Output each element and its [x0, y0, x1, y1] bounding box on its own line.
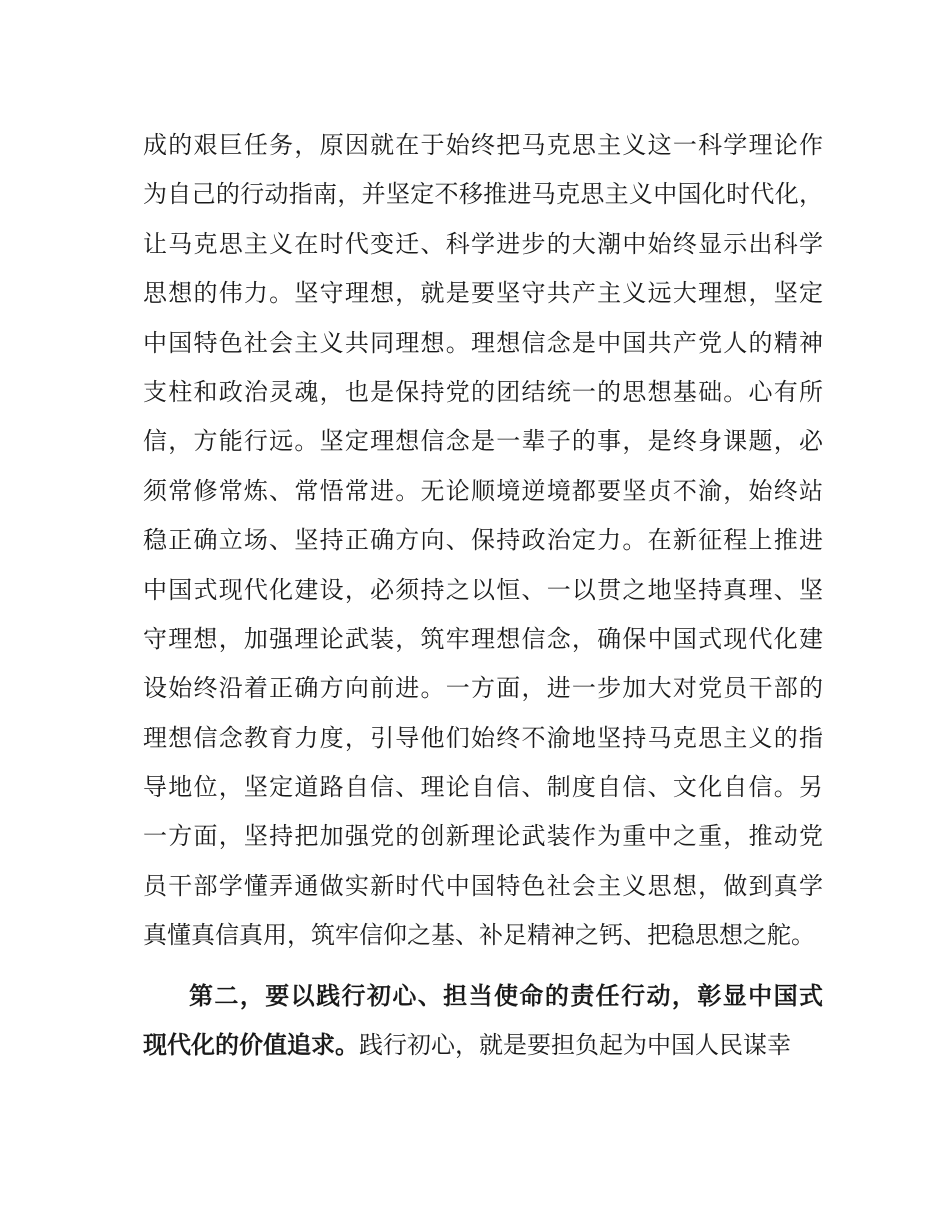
text-line: 守理想，加强理论武装，筑牢理想信念，确保中国式现代化建	[143, 624, 823, 653]
text-line: 须常修常炼、常悟常进。无论顺境逆境都要坚贞不渝，始终站	[143, 476, 823, 505]
paragraph-1	[143, 121, 823, 961]
text-line: 让马克思主义在时代变迁、科学进步的大潮中始终显示出科学	[143, 229, 823, 258]
text-line: 中国式现代化建设，必须持之以恒、一以贯之地坚持真理、坚	[143, 575, 823, 604]
text-line: 导地位，坚定道路自信、理论自信、制度自信、文化自信。另	[143, 773, 823, 802]
text-line: 设始终沿着正确方向前进。一方面，进一步加大对党员干部的	[143, 674, 823, 703]
text-line: 思想的伟力。坚守理想，就是要坚守共产主义远大理想，坚定	[143, 279, 823, 308]
text-line	[143, 1021, 823, 1070]
text-line: 为自己的行动指南，并坚定不移推进马克思主义中国化时代化，	[143, 180, 823, 209]
text-line: 支柱和政治灵魂，也是保持党的团结统一的思想基础。心有所	[143, 377, 823, 406]
text-line: 信，方能行远。坚定理想信念是一辈子的事，是终身课题，必	[143, 427, 823, 456]
text-line: 理想信念教育力度，引导他们始终不渝地坚持马克思主义的指	[143, 723, 823, 752]
section-heading-line: 第二，要以践行初心、担当使命的责任行动，彰显中国式	[189, 981, 823, 1010]
document-body	[143, 121, 823, 1070]
text-line: 员干部学懂弄通做实新时代中国特色社会主义思想，做到真学	[143, 871, 823, 900]
body-text: 践行初心，就是要担负起为中国人民谋幸	[359, 1031, 791, 1060]
paragraph-gap	[143, 961, 823, 972]
text-line: 真懂真信真用，筑牢信仰之基、补足精神之钙、把稳思想之舵。	[143, 921, 815, 950]
text-line: 中国特色社会主义共同理想。理想信念是中国共产党人的精神	[143, 328, 823, 357]
text-line: 一方面，坚持把加强党的创新理论武装作为重中之重，推动党	[143, 822, 823, 851]
paragraph-2	[143, 972, 823, 1071]
text-line: 成的艰巨任务，原因就在于始终把马克思主义这一科学理论作	[143, 131, 823, 159]
section-heading-tail: 现代化的价值追求。	[143, 1031, 359, 1060]
text-line: 稳正确立场、坚持正确方向、保持政治定力。在新征程上推进	[143, 526, 823, 555]
